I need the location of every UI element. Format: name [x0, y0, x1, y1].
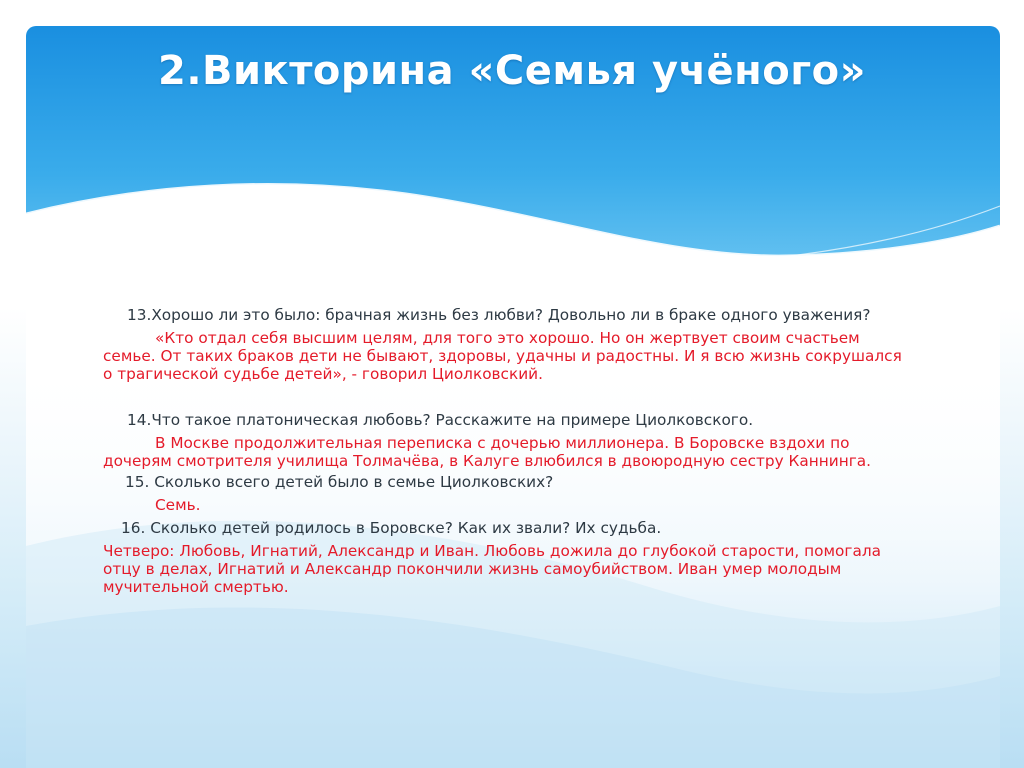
quiz-content [103, 306, 903, 596]
question-16: 16. Сколько детей родилось в Боровске? Как их звали? Их судьба. [121, 519, 662, 537]
answer-14: В Москве продолжительная переписка с дочерью миллионера. В Боровске вздохи по дочерям смотрителя училища Толмачёва, в Калуге влюбился в двоюродную сестру Каннинга. [103, 434, 871, 470]
question-13: 13.Хорошо ли это было: брачная жизнь без любви? Довольно ли в браке одного уважения? [127, 306, 871, 324]
answer-15: Семь. [155, 496, 201, 514]
question-14: 14.Что такое платоническая любовь? Расскажите на примере Циолковского. [127, 411, 754, 429]
answer-16: Четверо: Любовь, Игнатий, Александр и Иван. Любовь дожила до глубокой старости, помогала отцу в делах, Игнатий и Александр покончили жизнь самоубийством. Иван умер молодым мучительной смертью. [103, 542, 881, 596]
question-15: 15. Сколько всего детей было в семье Циолковских? [125, 473, 554, 491]
answer-13: «Кто отдал себя высшим целям, для того это хорошо. Но он жертвует своим счастьем семье. От таких браков дети не бывают, здоровы, удачны и радостны. И я всю жизнь сокрушался о трагической судьбе детей», - говорил Циолковский. [103, 329, 902, 383]
slide-title: 2.Викторина «Семья учёного» [158, 48, 866, 94]
